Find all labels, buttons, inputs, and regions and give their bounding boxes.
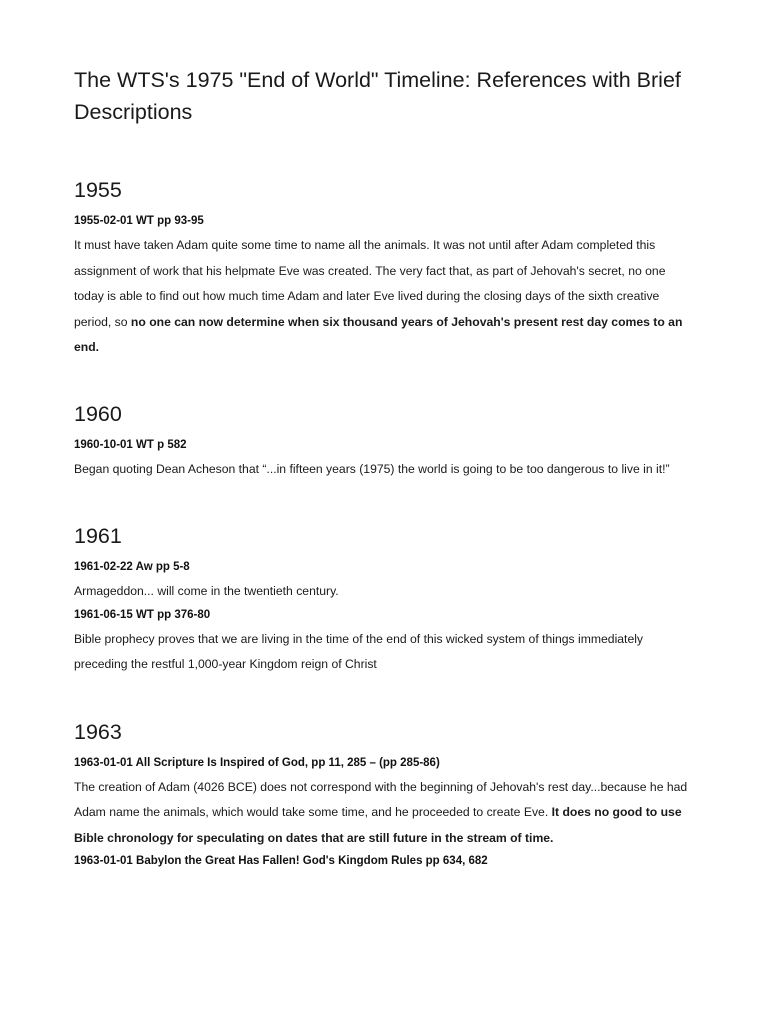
description-emphasis: It does no good to use Bible chronology for speculating on dates that are still future in the stream of time. (74, 805, 682, 845)
description-text: The creation of Adam (4026 BCE) does not correspond with the beginning of Jehovah's rest day...because he had Adam name the animals, which would take some time, and he proceeded to create Eve. (74, 779, 688, 819)
entry-description (74, 457, 694, 483)
section-1961 (74, 522, 694, 678)
reference-citation: 1961-02-22 Aw pp 5-8 (74, 561, 190, 573)
description-text: Armageddon... will come in the twentieth century. (74, 584, 339, 598)
reference-citation: 1960-10-01 WT p 582 (74, 438, 187, 451)
section-1955 (74, 176, 694, 361)
description-text: Began quoting Dean Acheson that “...in fifteen years (1975) the world is going to be too dangerous to live in it!” (74, 461, 670, 476)
section-1963 (74, 718, 694, 870)
entry-description (74, 775, 694, 852)
reference-citation: 1955-02-01 WT pp 93-95 (74, 215, 204, 227)
description-text: Bible prophecy proves that we are living in the time of the end of this wicked system of things immediately preceding the restful 1,000-year Kingdom reign of Christ (74, 631, 644, 671)
section-1960 (74, 400, 694, 483)
entry-description (74, 627, 694, 678)
entry-description (74, 233, 694, 361)
year-heading: 1963 (74, 719, 122, 744)
description-emphasis: no one can now determine when six thousand years of Jehovah's present rest day comes to an end. (74, 314, 683, 354)
reference-citation: 1963-01-01 All Scripture Is Inspired of God, pp 11, 285 – (pp 285-86) (74, 756, 440, 769)
entry-description (74, 579, 694, 605)
description-text: It must have taken Adam quite some time to name all the animals. It was not until after Adam completed this assignment of work that his helpmate Eve was created. The very fact that, as part of Jehovah's secret, no one today is able to find out how much time Adam and later Eve lived during the closing days of the sixth creative period, so (74, 238, 666, 329)
year-heading: 1961 (74, 524, 122, 548)
year-heading: 1960 (74, 401, 122, 426)
document-title: The WTS's 1975 "End of World" Timeline: References with Brief Descriptions (74, 68, 681, 124)
reference-citation: 1963-01-01 Babylon the Great Has Fallen! God's Kingdom Rules pp 634, 682 (74, 855, 488, 867)
reference-citation: 1961-06-15 WT pp 376-80 (74, 608, 211, 621)
year-heading: 1955 (74, 178, 122, 202)
